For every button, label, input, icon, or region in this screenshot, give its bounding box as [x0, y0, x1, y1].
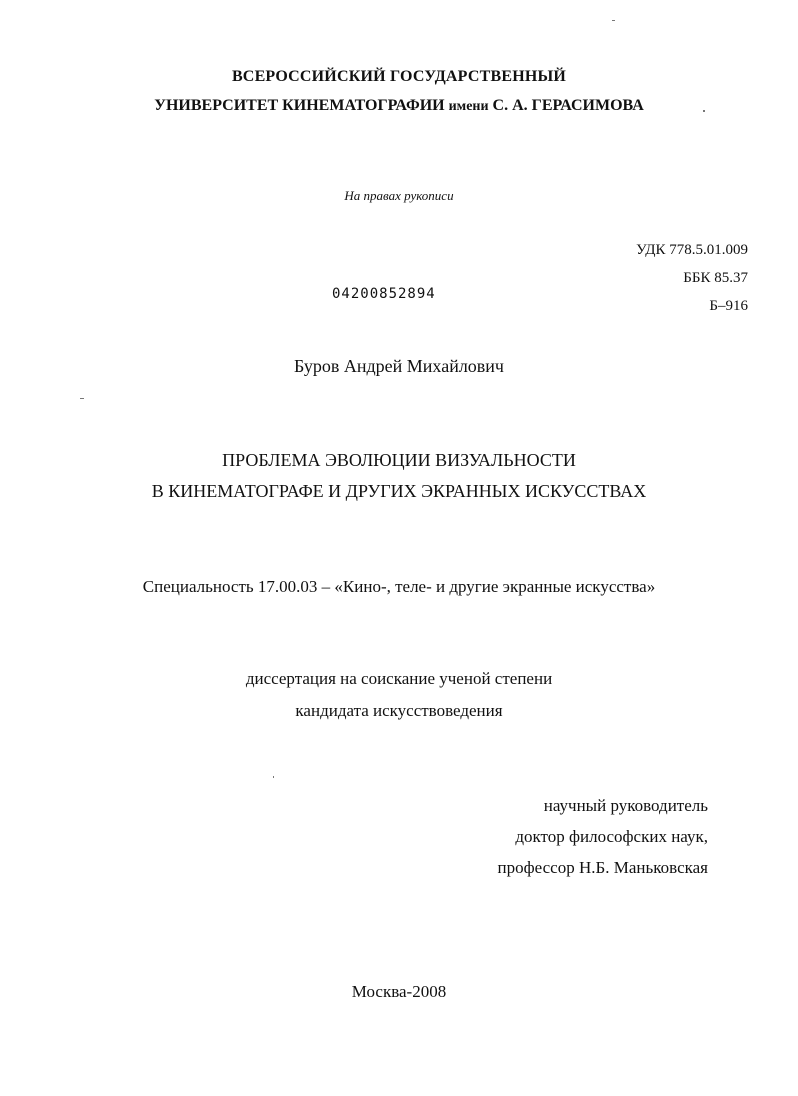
udk-code: УДК 778.5.01.009: [636, 242, 748, 258]
scan-speck: [80, 398, 84, 399]
supervisor-name: профессор Н.Б. Маньковская: [497, 858, 708, 877]
scan-speck: [612, 20, 615, 21]
scan-speck: [703, 110, 705, 112]
author-name: Буров Андрей Михайлович: [294, 356, 504, 376]
scan-speck: [273, 776, 274, 778]
university-name-person: С. А. ГЕРАСИМОВА: [492, 97, 644, 114]
manuscript-note: На правах рукописи: [344, 188, 454, 203]
university-name-line1: ВСЕРОССИЙСКИЙ ГОСУДАРСТВЕННЫЙ: [231, 68, 567, 85]
bbk-code: ББК 85.37: [683, 270, 748, 286]
dissertation-title-line2: В КИНЕМАТОГРАФЕ И ДРУГИХ ЭКРАННЫХ ИСКУССТВАХ: [151, 481, 647, 501]
university-name-part: УНИВЕРСИТЕТ КИНЕМАТОГРАФИИ: [154, 97, 445, 114]
supervisor-role: научный руководитель: [543, 796, 708, 815]
author-code: Б–916: [709, 298, 748, 314]
place-year: Москва-2008: [351, 982, 447, 1001]
degree-line2: кандидата искусствоведения: [295, 701, 503, 720]
registration-number: 04200852894: [332, 286, 436, 302]
specialty: Специальность 17.00.03 – «Кино-, теле- и другие экранные искусства»: [142, 577, 656, 596]
university-name-line2: [0, 97, 798, 115]
dissertation-title-line1: ПРОБЛЕМА ЭВОЛЮЦИИ ВИЗУАЛЬНОСТИ: [222, 450, 576, 470]
degree-line1: диссертация на соискание ученой степени: [245, 669, 553, 688]
university-name-imeni: имени: [448, 99, 489, 114]
supervisor-degree: доктор философских наук,: [515, 827, 708, 846]
